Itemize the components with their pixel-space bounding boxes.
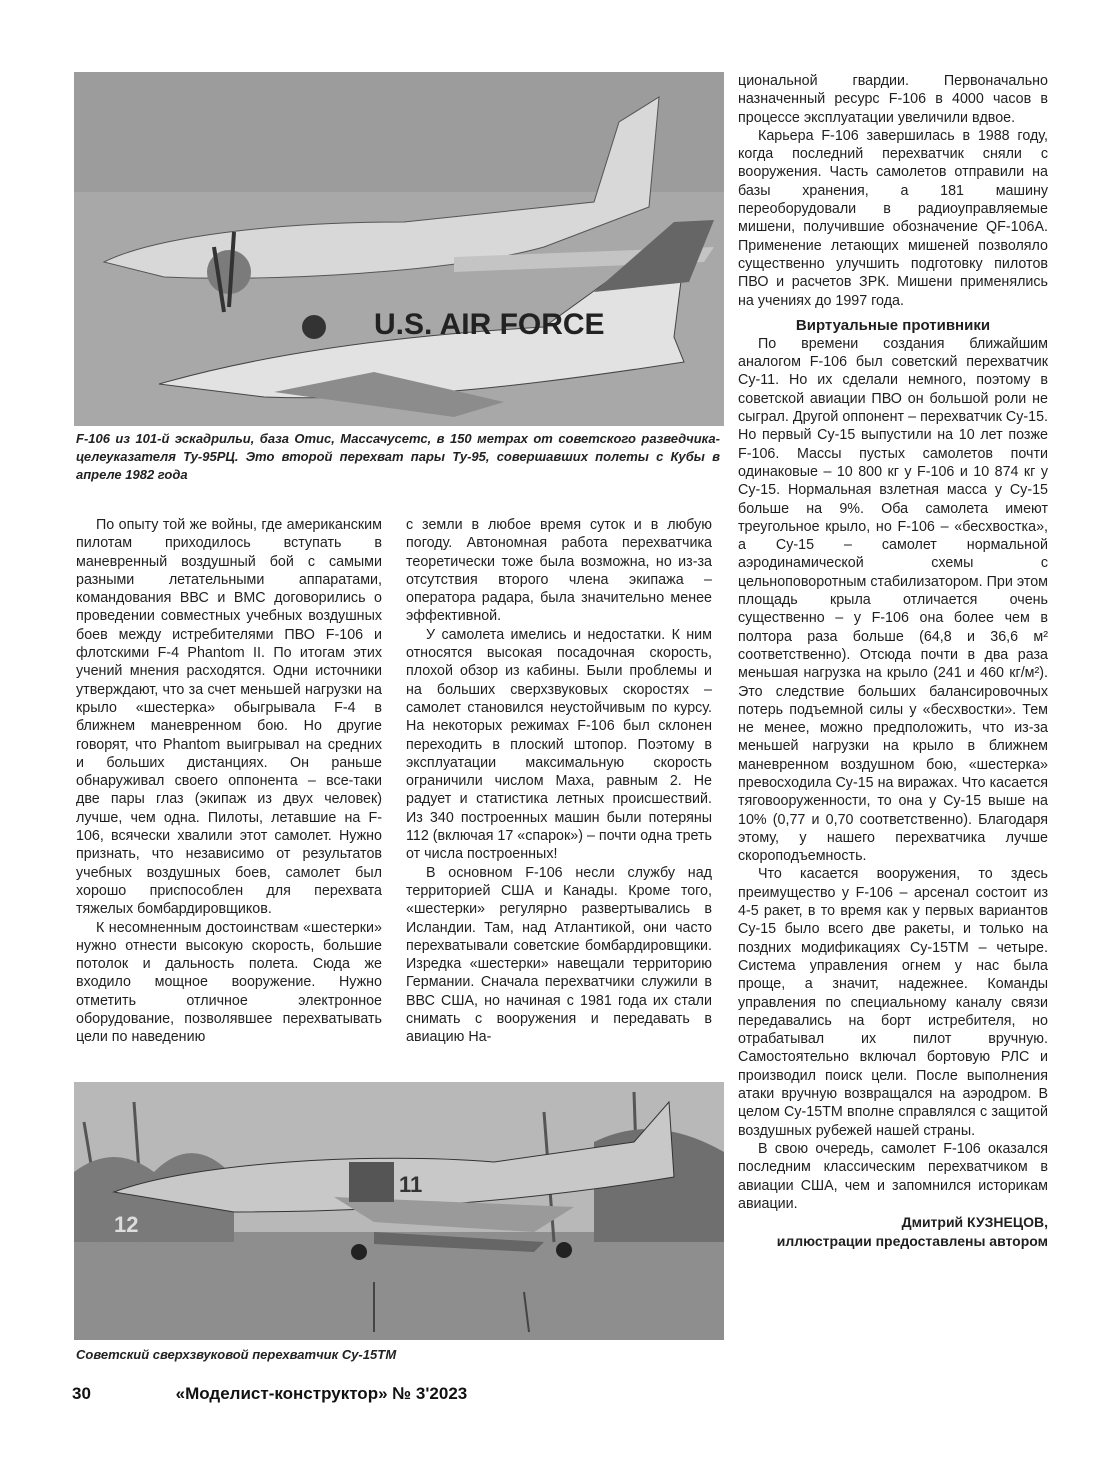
left-column [76,516,382,1047]
photo-bottom-caption: Советский сверхзвуковой перехватчик Су-15ТМ [76,1347,397,1362]
photo-su15tm-illustration [74,1082,724,1340]
magazine-title: «Моделист-конструктор» № 3'2023 [175,1384,468,1403]
paragraph: циональной гвардии. Первоначально назначенный ресурс F-106 в 4000 часов в процессе эксплуатации увеличили вдвое. [738,73,1048,126]
paragraph: По опыту той же войны, где американским пилотам приходилось вступать в маневренный воздушный бой с самыми разными летательными аппаратами, командования ВВС и ВМС договорились о проведении совместных учебных воздушных боев между истребителями ПВО F-106 и флотскими F-4 Phantom II. По итогам этих учений мнения расходятся. Одни источники утверждают, что за счет меньшей нагрузки на крыло «шестерка» обыгрывала F-4 в ближнем маневренном бою. Но другие говорят, что Phantom выигрывал на средних и больших дистанциях. Он раньше обнаруживал своего оппонента – все-таки две пары глаз (экипаж из двух человек) лучше, чем одна. Пилоты, летавшие на F-106, всячески хвалили этот самолет. Нужно признать, что независимо от результатов учебных воздушных боев, самолет был хорошо приспособлен для перехвата тяжелых бомбардировщиков. [76,517,382,918]
illustration-credits: иллюстрации предоставлены автором [776,1233,1048,1250]
photo-f106-tu95 [74,72,724,426]
photo-su15tm [74,1082,724,1340]
paragraph: У самолета имелись и недостатки. К ним относятся высокая посадочная скорость, плохой обзор из кабины. Были проблемы и на больших сверхзвуковых скоростях – самолет становился неустойчивым по курсу. На некоторых режимах F-106 был склонен переходить в плоский штопор. Поэтому в эксплуатации максимальную скорость ограничили числом Маха, равным 2. Не радует и статистика летных происшествий. Из 340 построенных машин были потеряны 112 (включая 17 «спарок») – почти одна треть от числа построенных! [406,626,712,863]
middle-column [406,516,712,1047]
author-signature [738,1213,1048,1251]
paragraph: с земли в любое время суток и в любую погоду. Автономная работа перехватчика теоретически тоже была возможна, но из-за отсутствия второго члена экипажа – оператора радара, была значительно менее эффективной. [406,517,712,625]
paragraph: Карьера F-106 завершилась в 1988 году, когда последний перехватчик сняли с вооружения. Часть самолетов отправили на базы хранения, а 181 машину переоборудовали в радиоуправляемые мишени, получившие обозначение QF-106A. Применение летающих мишеней позволяло существенно улучшить подготовку пилотов ПВО и расчетов ЗРК. Мишени применялись на учениях до 1997 года. [738,127,1048,309]
photo-f106-tu95-illustration [74,72,724,426]
author-name: Дмитрий КУЗНЕЦОВ, [901,1214,1048,1231]
paragraph: В основном F-106 несли службу над территорией США и Канады. Кроме того, «шестерки» регулярно развертывались в Исландии. Там, над Атлантикой, они часто перехватывали советские бомбардировщики. Изредка «шестерки» навещали территорию Германии. Сначала перехватчики служили в ВВС США, но начиная с 1981 года их стали снимать с вооружения и передавать в авиацию На- [406,864,712,1046]
paragraph: По времени создания ближайшим аналогом F-106 был советский перехватчик Су-11. Но их сделали немного, поэтому в советской авиации ПВО он большой роли не сыграл. Другой оппонент – перехватчик Су-15. Но первый Су-15 выпустили на 10 лет позже F-106. Массы пустых самолетов почти одинаковые – 10 800 кг у F-106 и 10 874 кг у Су-15. Нормальная взлетная масса у Су-15 больше на 9%. Оба самолета имеют треугольное крыло, но F-106 – «бесхвостка», а Су-15 – самолет нормальной аэродинамической схемы с цельноповоротным стабилизатором. При этом площадь крыла отличается очень существенно – у F-106 она более чем в полтора раза больше (64,8 и 36,6 м² соответственно). Отсюда почти в два раза меньшая нагрузка на крыло (241 и 460 кг/м²). Это следствие больших балансировочных потерь подъемной силы у «бесхвостки». Тем не менее, можно предположить, что из-за меньшей нагрузки на крыло в ближнем маневренном воздушном бою, «шестерка» превосходила Су-15 на виражах. Что касается тяговооруженности, то она у Су-15 выше на 10% (0,77 и 0,70 соответственно). Благодаря этому, у нашего перехватчика лучше скороподъемность. [738,335,1048,865]
page-footer [72,1384,467,1404]
paragraph: К несомненным достоинствам «шестерки» нужно отнести высокую скорость, большие потолок и дальность полета. Сюда же входило мощное вооружение. Нужно отметить отличное электронное оборудование, позволявшее перехватывать цели по наведению [76,919,382,1046]
page-number: 30 [72,1384,91,1403]
paragraph: Что касается вооружения, то здесь преимущество у F-106 – арсенал состоит из 4-5 ракет, в то время как у первых вариантов Су-15 было всего две ракеты, и только на поздних модификациях Су-15ТМ – четыре. Система управления огнем у нас была проще, а значит, надежнее. Команды управления по специальному каналу связи передавались на борт истребителя, но отрабатывал их пилот вручную. Самостоятельно включал бортовую РЛС и производил поиск цели. После выполнения атаки вручную возвращался на аэродром. В целом Су-15ТМ вполне справлялся с защитой воздушных рубежей нашей страны. [738,866,1048,1139]
aircraft-number-11: 11 [399,1172,423,1197]
aircraft-marking-text: U.S. AIR FORCE [374,308,605,341]
paragraph: В свою очередь, самолет F-106 оказался последним классическим перехватчиком в авиации США, чем и запомнился историкам авиации. [738,1140,1048,1212]
aircraft-number-12: 12 [114,1212,139,1237]
section-heading: Виртуальные противники [795,316,991,334]
photo-top-caption: F-106 из 101-й эскадрильи, база Отис, Массачусетс, в 150 метрах от советского разведчика-целеуказателя Ту-95РЦ. Это второй перехват пары Ту-95, совершавших полеты с Кубы в апреле 1982 года [76,431,720,482]
right-column [738,72,1048,1251]
